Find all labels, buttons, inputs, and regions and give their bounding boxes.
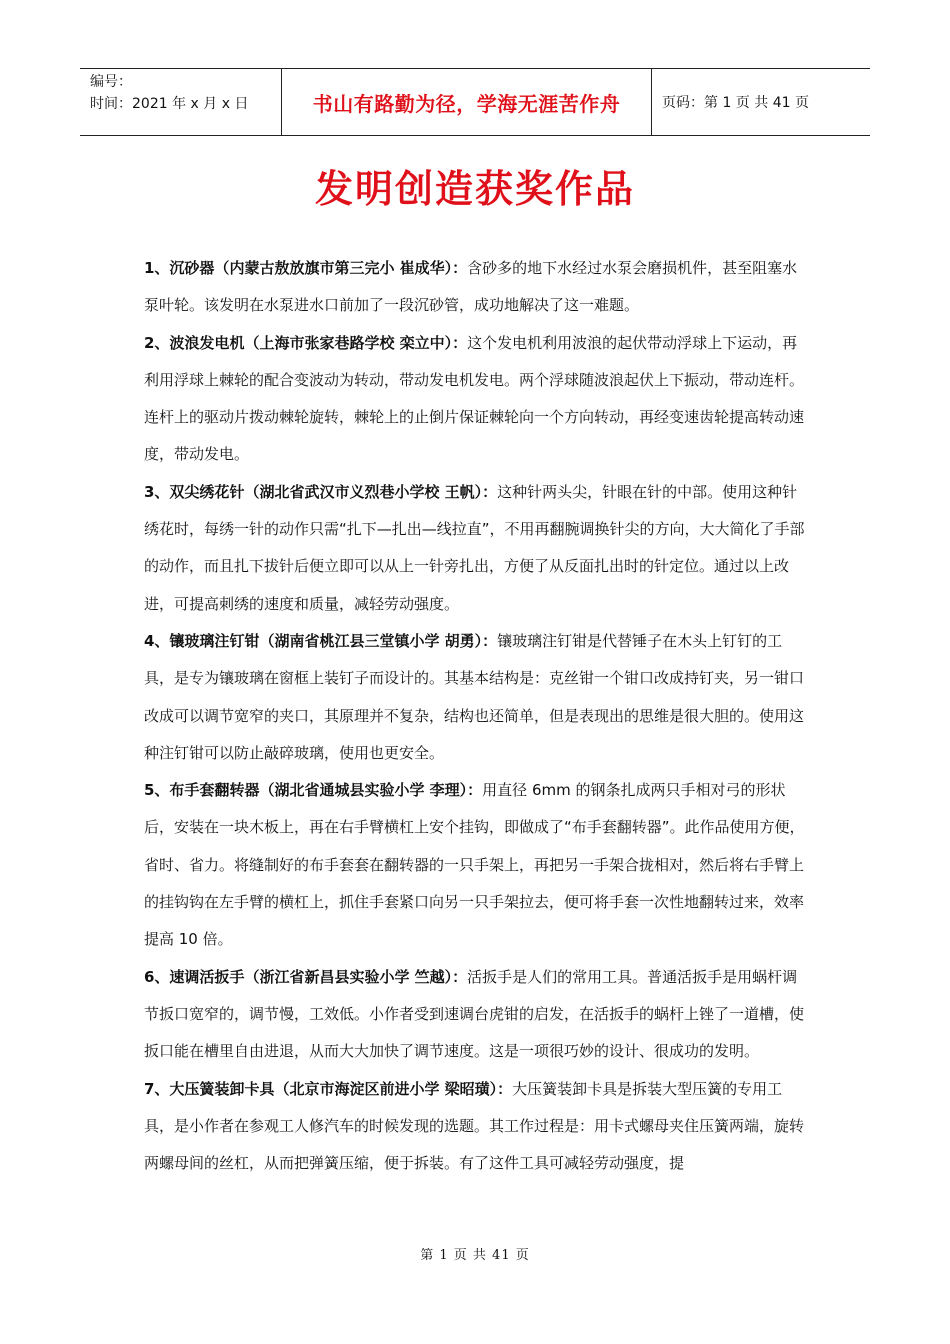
item-heading: 4、镶玻璃注钉钳（湖南省桃江县三堂镇小学 胡勇）： [144,631,498,650]
item-heading: 7、大压簧装卸卡具（北京市海淀区前进小学 梁昭璜）： [144,1079,513,1098]
item-heading: 6、速调活扳手（浙江省新昌县实验小学 竺越）： [144,967,468,986]
item-text: 这个发电机利用波浪的起伏带动浮球上下运动，再利用浮球上棘轮的配合变波动为转动，带动发电机发电。两个浮球随波浪起伏上下振动，带动连杆。连杆上的驱动片拨动棘轮旋转，棘轮上的止倒片保证棘轮向一个方向转动，再经变速齿轮提高转动速度，带动发电。 [144,333,805,464]
header-page-info: 页码：第 1 页 共 41 页 [662,95,809,111]
invention-item [144,474,806,623]
header-motto: 书山有路勤为径，学海无涯苦作舟 [282,69,652,135]
invention-item [144,250,806,325]
item-heading: 3、双尖绣花针（湖北省武汉市义烈巷小学校 王帆）： [144,482,498,501]
page-footer: 第 1 页 共 41 页 [420,1248,530,1263]
item-text: 活扳手是人们的常用工具。普通活扳手是用蜗杆调节扳口宽窄的，调节慢，工效低。小作者受到速调台虎钳的启发，在活扳手的蜗杆上锉了一道槽，使扳口能在槽里自由进退，从而大大加快了调节速度。这是一项很巧妙的设计、很成功的发明。 [144,967,805,1061]
item-text: 含砂多的地下水经过水泵会磨损机件，甚至阻塞水泵叶轮。该发明在水泵进水口前加了一段沉砂管，成功地解决了这一难题。 [144,259,798,315]
item-heading: 2、波浪发电机（上海市张家巷路学校 栾立中）： [144,333,468,352]
item-heading: 5、布手套翻转器（湖北省通城县实验小学 李理）： [144,781,483,800]
page-header [80,68,870,136]
item-text: 这种针两头尖，针眼在针的中部。使用这种针绣花时，每绣一针的动作只需“扎下—扎出—线拉直”，不用再翻腕调换针尖的方向，大大简化了手部的动作，而且扎下拔针后便立即可以从上一针旁扎出，方便了从反面扎出时的针定位。通过以上改进，可提高刺绣的速度和质量，减轻劳动强度。 [144,482,805,613]
invention-item [144,1071,806,1183]
item-text: 大压簧装卸卡具是拆装大型压簧的专用工具，是小作者在参观工人修汽车的时候发现的选题。其工作过程是：用卡式螺母夹住压簧两端，旋转两螺母间的丝杠，从而把弹簧压缩，便于拆装。有了这件工具可减轻劳动强度，提 [144,1079,805,1173]
invention-item [144,772,806,958]
date-label: 时间：2021 年 x 月 x 日 [90,96,249,112]
number-label: 编号： [90,74,132,90]
header-meta [80,69,282,135]
item-text: 用直径 6mm 的钢条扎成两只手相对弓的形状后，安装在一块木板上，再在右手臂横杠上安个挂钩，即做成了“布手套翻转器”。此作品使用方便，省时、省力。将缝制好的布手套套在翻转器的一只手架上，再把另一手架合拢相对，然后将右手臂上的挂钩钩在左手臂的横杠上，抓住手套紧口向另一只手架拉去，便可将手套一次性地翻转过来，效率提高 10 倍。 [144,781,805,949]
document-body [144,250,806,1182]
item-text: 镶玻璃注钉钳是代替锤子在木头上钉钉的工具，是专为镶玻璃在窗框上装钉子而设计的。其基本结构是：克丝钳一个钳口改成持钉夹，另一钳口改成可以调节宽窄的夹口，其原理并不复杂，结构也还简单，但是表现出的思维是很大胆的。使用这种注钉钳可以防止敲碎玻璃，使用也更安全。 [144,631,805,762]
invention-item [144,623,806,772]
invention-item [144,959,806,1071]
item-heading: 1、沉砂器（内蒙古敖放旗市第三完小 崔成华）： [144,259,468,277]
invention-item [144,325,806,474]
document-title: 发明创造获奖作品 [314,167,635,211]
